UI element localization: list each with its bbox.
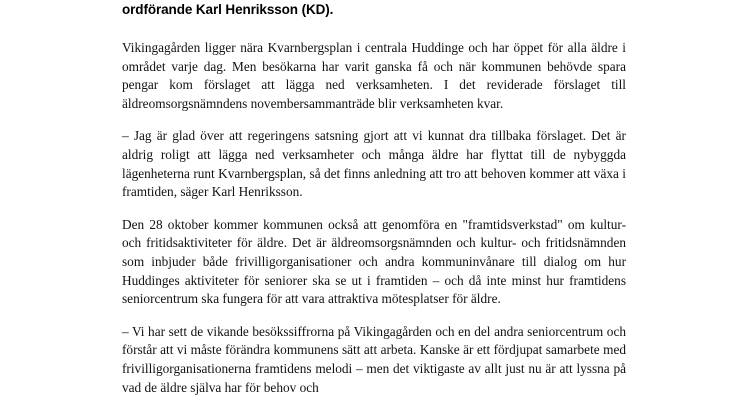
paragraph: Den 28 oktober kommer kommunen också att genomföra en "framtidsverkstad" om kultur- och fritidsaktiviteter för äldre. Det är äldreomsorgsnämnden och kultur- och fritidsnämnden som inbjuder både frivilligorganisationer och andra kommuninvånare till dialog om hur Huddinges aktiviteter för seniorer ska se ut i framtiden – och då inte minst hur framtidens seniorcentrum ska fungera för att vara attraktiva mötesplatser för äldre.: [122, 216, 626, 307]
paragraph: – Jag är glad över att regeringens satsning gjort att vi kunnat dra tillbaka förslaget. Det är aldrig roligt att lägga ned verksamheter och många äldre har flyttat till de nybyggda lägenheterna runt Kvarnbergsplan, så det finns anledning att tro att behoven kommer att växa i framtiden, säger Karl Henriksson.: [122, 128, 626, 200]
paragraph: – Vi har sett de vikande besökssiffrorna på Vikingagården och en del andra seniorcentrum och förstår att vi måste förändra kommunens sätt att arbeta. Kanske är ett fördjupat samarbete med frivilligorganisationerna framtidens melodi – men det viktigaste av allt just nu är att lyssna på vad de äldre själva har för behov och: [122, 323, 626, 395]
page-title: ordförande Karl Henriksson (KD).: [122, 2, 334, 17]
paragraph: Vikingagården ligger nära Kvarnbergsplan i centrala Huddinge och har öppet för alla äldre i området varje dag. Men besökarna har varit ganska få och när kommunen behövde spara pengar kom förslaget att lägga ned verksamheten. I det reviderade förslaget till äldreomsorgsnämndens novembersammanträde blir verksamheten kvar.: [122, 40, 626, 111]
